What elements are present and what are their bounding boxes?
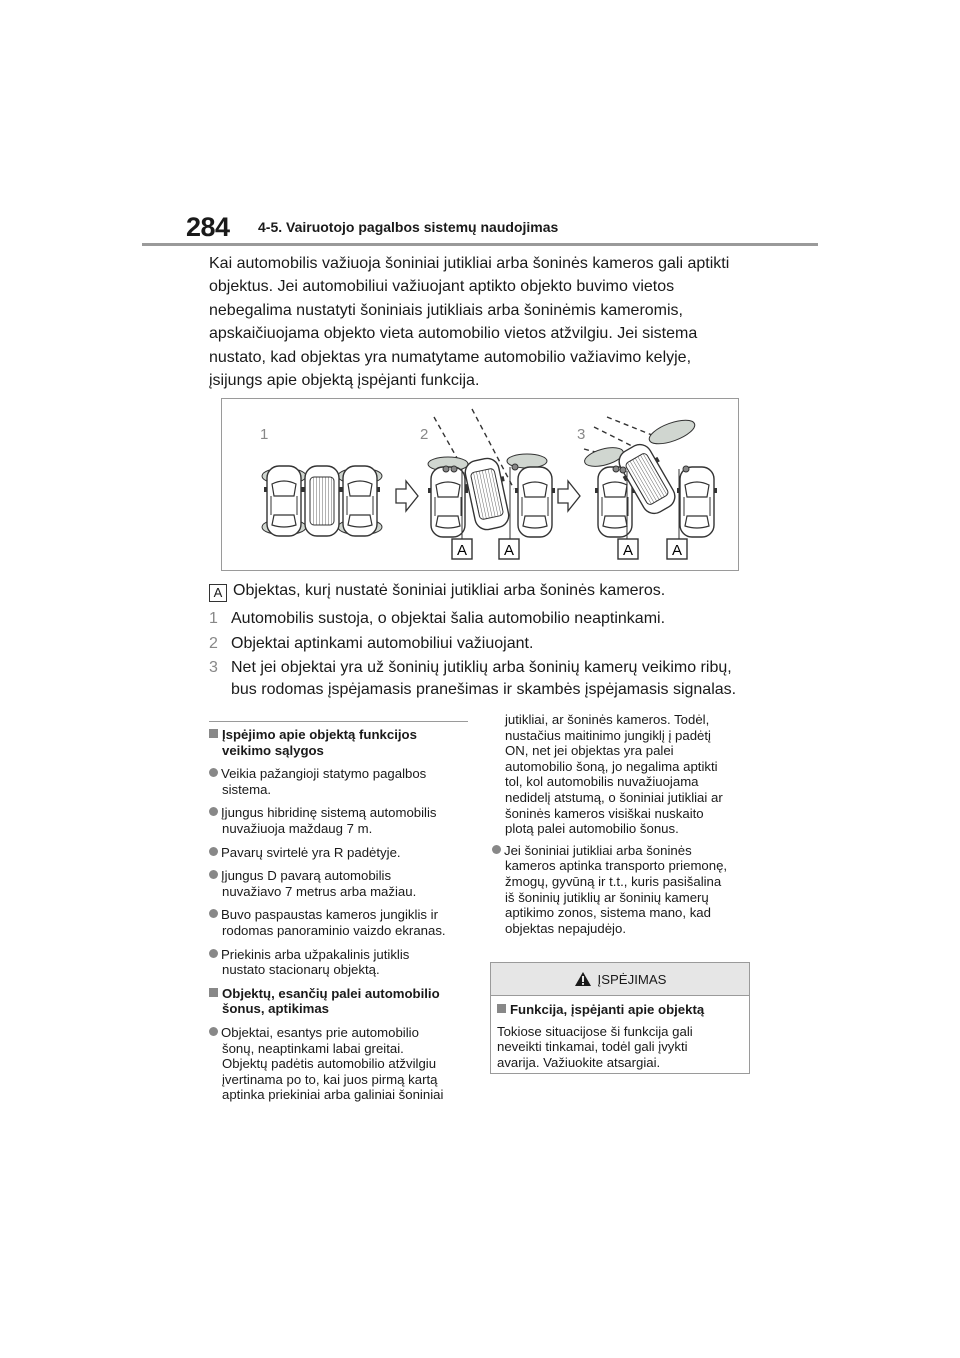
step-label-1: 1 [260,426,269,443]
arrow-2 [558,481,580,511]
step-text: Automobilis sustoja, o objektai šalia automobilio neaptinkami. [231,610,666,627]
square-bullet-icon [497,1004,506,1013]
bullet-icon [209,1027,218,1036]
legend-text: Objektas, kurį nustatė šoniniai jutikliai arba šoninės kameros. [233,582,666,599]
bullet-icon [209,909,218,918]
page-number: 284 [186,212,230,242]
svg-text:A: A [622,542,634,559]
step-text: Objektai aptinkami automobiliui važiuojant. [231,635,534,652]
list-item: Įjungus hibridinę sistemą automobilis nuvažiuoja maždaug 7 m. [209,805,474,836]
figure-legend [209,580,769,602]
svg-text:A: A [456,542,468,559]
square-bullet-icon [209,729,218,738]
step-text: bus rodomas įspėjamasis pranešimas ir skambės įspėjamasis signalas. [231,681,737,698]
scene-3-cars [583,415,717,539]
intro-line: Kai automobilis važiuoja šoniniai jutikliai arba šoninės kameros gali aptikti [209,255,730,272]
callout-a [499,539,519,559]
warning-header [491,963,749,996]
step-text: Net jei objektai yra už šoninių jutiklių arba šoninių kamerų veikimo ribų, [231,659,732,676]
section-title: 4-5. Vairuotojo pagalbos sistemų naudojimas [258,219,559,235]
step-label-3: 3 [577,426,586,443]
bullet-icon [209,768,218,777]
list-item: Pavarų svirtelė yra R padėtyje. [209,845,474,861]
square-bullet-icon [209,988,218,997]
callout-a [452,539,472,559]
left-column [209,727,474,1103]
step-number: 1 [209,610,218,627]
list-item: Priekinis arba užpakalinis jutiklis nustato stacionarų objektą. [209,947,474,978]
warning-text: Tokiose situacijose ši funkcija gali neveikti tinkamai, todėl gali įvykti avarija. Važiuokite atsargiai. [497,1023,693,1070]
intro-line: nebegalima nustatyti šoniniais jutikliais arba šoninėmis kameromis, [209,301,683,319]
intro-line: apskaičiuojama objekto vieta automobilio vietos atžvilgiu. Jei sistema [209,325,698,343]
bullet-icon [209,949,218,958]
step-item-1 [209,608,769,630]
continuation-paragraph: jutikliai, ar šoninės kameros. Todėl, nustačius maitinimo jungiklį į padėtį ON, net jei objektas yra palei automobilio šoną, jo negalima aptikti tol, kol automobilis nuvažiuojama nedidelį atstumą, o šoniniai jutikliai ar šoninės kameros visiškai nuskaito plotą palei automobilio šonus. [505,712,723,837]
step-number: 3 [209,659,218,676]
subheading-operating-conditions: Įspėjimo apie objektą funkcijos veikimo sąlygos [209,727,474,758]
list-item: Įjungus D pavarą automobilis nuvažiavo 7 metrus arba mažiau. [209,868,474,899]
callout-a [618,539,638,559]
intro-paragraph [209,252,769,392]
scene-1-cars [262,466,382,536]
svg-text:A: A [671,542,683,559]
step-label-2: 2 [420,426,429,443]
svg-text:A: A [503,542,515,559]
list-item: Jei šoniniai jutikliai arba šoninės kameros aptinka transporto priemonę, žmogų, gyvūną ir t.t., kuris pasišalina iš šoninių jutiklių ar šoninių kamerų aptikimo zonos, sistema mano, kad objektas nepajudėjo. [492,843,762,937]
list-item: Veikia pažangioji statymo pagalbos sistema. [209,766,474,797]
legend-label-box: A [209,584,227,602]
warning-subheading: Funkcija, įspėjanti apie objektą [491,996,749,1018]
callout-a [667,539,687,559]
intro-line: objektus. Jei automobiliui važiuojant aptikto objekto buvimo vietos [209,278,675,296]
arrow-1 [396,481,418,511]
warning-triangle-icon [574,971,592,987]
header-divider [142,243,818,246]
warning-box [490,962,750,1074]
bullet-icon [209,807,218,816]
list-item: Objektai, esantys prie automobilio šonų, neaptinkami labai greitai. Objektų padėtis automobilio atžvilgiu įvertinama po to, kai juos pirmą kartą aptinka priekiniai arba galiniai šoniniai [209,1025,474,1103]
step-item-3 [209,657,769,701]
column-divider [209,721,468,722]
step-item-2 [209,633,769,655]
intro-line: nustato, kad objektas yra numatytame automobilio važiavimo kelyje, [209,348,692,366]
intro-line: įsijungs apie objektą įspėjanti funkcija. [209,372,480,390]
list-item: Buvo paspaustas kameros jungiklis ir rodomas panoraminio vaizdo ekranas. [209,907,474,938]
scene-2-cars [428,409,555,539]
warning-title: ĮSPĖJIMAS [597,971,667,987]
parking-illustration [221,398,739,571]
subheading-side-detection: Objektų, esančių palei automobilio šonus, aptikimas [209,986,474,1017]
right-column [492,712,762,936]
bullet-icon [209,870,218,879]
step-number: 2 [209,635,218,652]
bullet-icon [492,845,501,854]
bullet-icon [209,847,218,856]
